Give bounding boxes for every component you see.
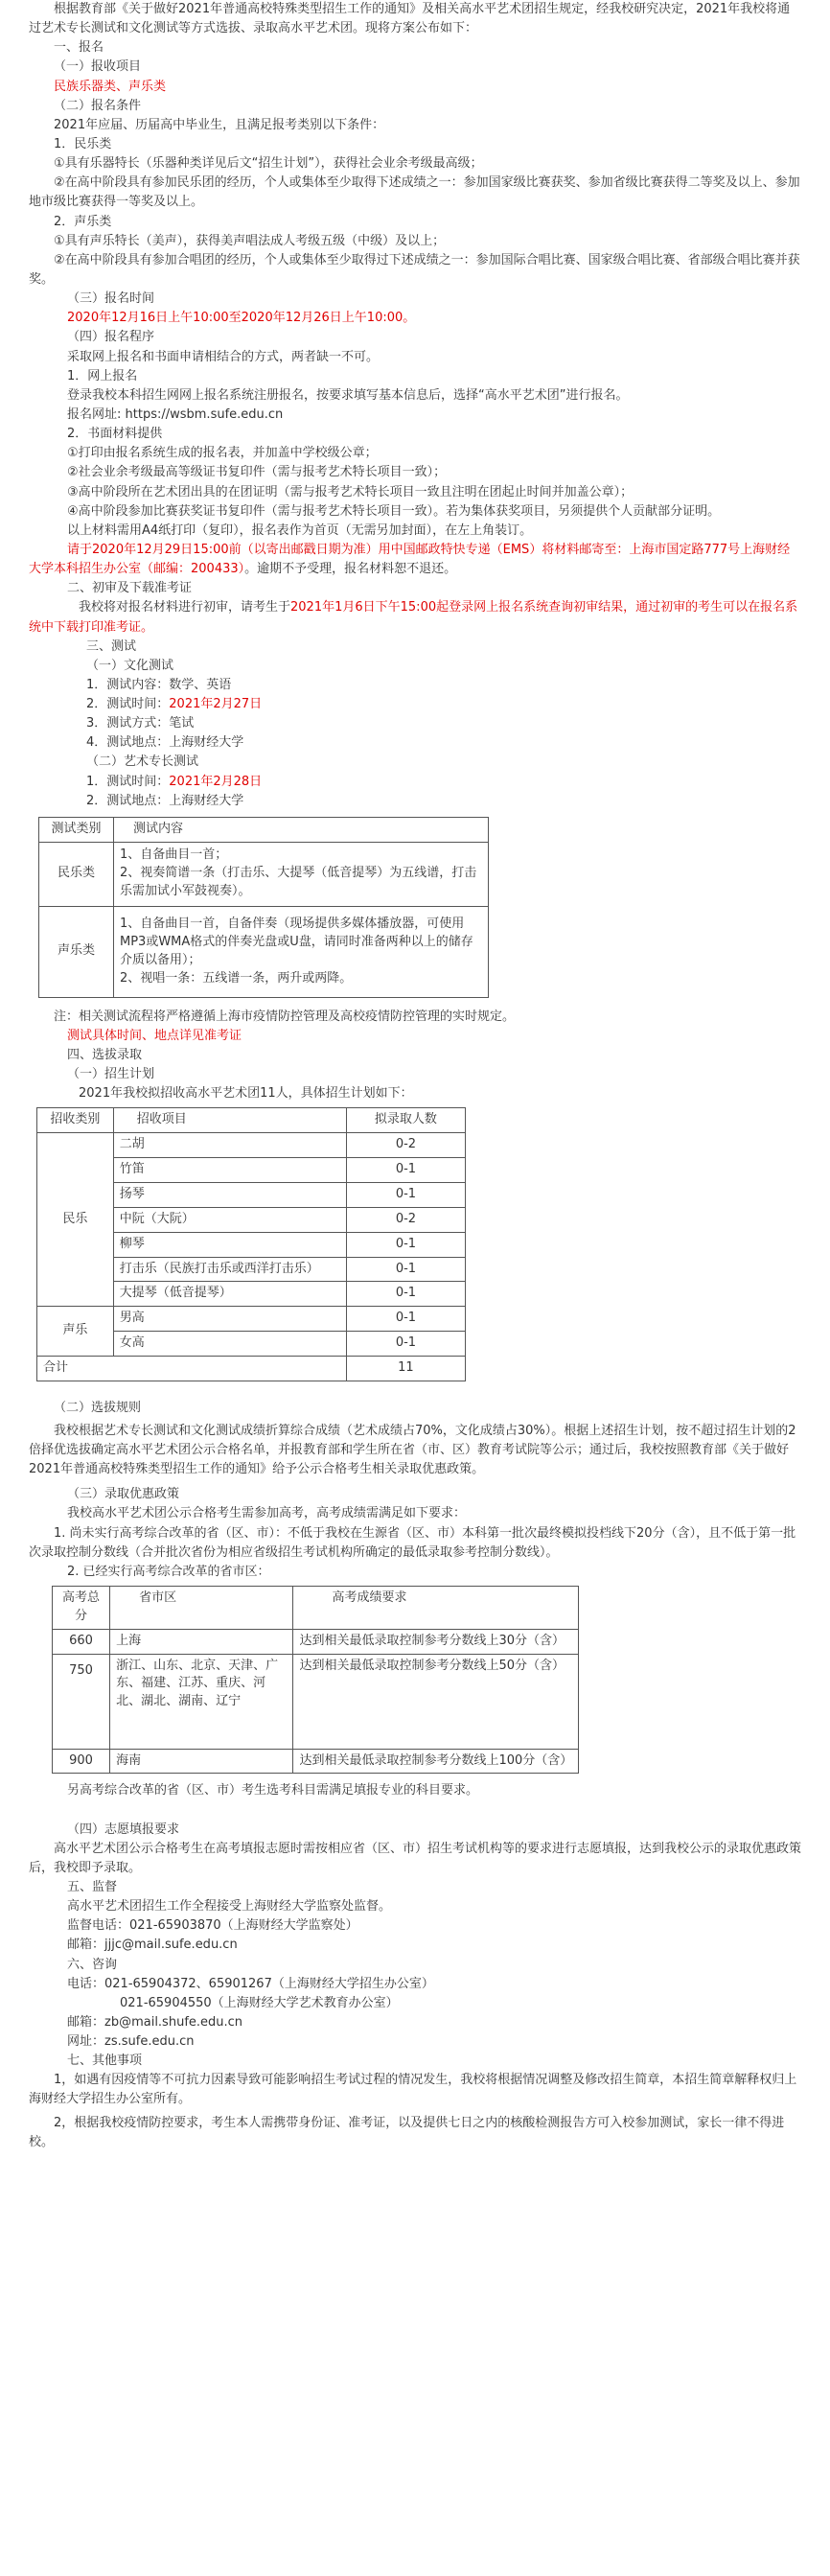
plan-item: 男高 bbox=[113, 1307, 346, 1332]
review-paragraph bbox=[29, 598, 801, 637]
subheading-policy: （三）录取优惠政策 bbox=[67, 1487, 180, 1502]
score-region: 上海 bbox=[110, 1629, 293, 1654]
plan-count: 0-1 bbox=[346, 1282, 465, 1307]
subheading-reg-time: （三）报名时间 bbox=[67, 291, 155, 307]
other-item-2: 2，根据我校疫情防控要求，考生本人需携带身份证、准考证，以及提供七日之内的核酸检测报告方可入校参加测试，家长一律不得进校。 bbox=[29, 2115, 785, 2149]
policy-intro: 我校高水平艺术团公示合格考生需参加高考，高考成绩需满足如下要求： bbox=[67, 1506, 467, 1521]
culture-content: 1．测试内容：数学、英语 bbox=[86, 677, 232, 692]
plan-count: 0-2 bbox=[346, 1207, 465, 1232]
test-note-red: 测试具体时间、地点详见准考证 bbox=[67, 1028, 242, 1043]
test-content-minyue bbox=[114, 842, 489, 906]
plan-total-label: 合计 bbox=[37, 1356, 347, 1381]
culture-time bbox=[29, 695, 801, 714]
review-text: 我校将对报名材料进行初审，请考生于 bbox=[79, 600, 291, 615]
shengyue-condition-1: ①具有声乐特长（美声），获得美声唱法成人考级五级（中级）及以上； bbox=[54, 233, 446, 248]
art-place: 2．测试地点：上海财经大学 bbox=[86, 793, 244, 808]
contact-phone-1: 电话：021-65904372、65901267（上海财经大学招生办公室） bbox=[67, 1976, 434, 1991]
table-header-cell: 高考成绩要求 bbox=[293, 1587, 579, 1630]
score-region: 浙江、山东、北京、天津、广东、福建、江苏、重庆、河北、湖北、湖南、辽宁 bbox=[110, 1654, 293, 1749]
table-header-cell: 招收类别 bbox=[37, 1108, 114, 1133]
policy-note: 另高考综合改革的省（区、市）考生选考科目需满足填报专业的科目要求。 bbox=[67, 1783, 479, 1799]
section-heading-review: 二、初审及下载准考证 bbox=[67, 581, 193, 596]
section-heading-other: 七、其他事项 bbox=[67, 2054, 143, 2069]
score-requirement: 达到相关最低录取控制参考分数线上30分（含） bbox=[293, 1629, 579, 1654]
plan-count: 0-1 bbox=[346, 1158, 465, 1183]
test-category-shengyue: 声乐类 bbox=[39, 906, 114, 997]
online-heading: 1．网上报名 bbox=[67, 368, 138, 383]
shengyue-heading: 2．声乐类 bbox=[54, 214, 112, 229]
mailing-address: 请于2020年12月29日15:00前（以寄出邮戳日期为准）用中国邮政特快专递（EMS）将材料邮寄至：上海市国定路777号上海财经大学本科招生办公室（邮编：200433） bbox=[29, 542, 791, 577]
online-url: 报名网址: https://wsbm.sufe.edu.cn bbox=[67, 406, 284, 422]
other-item-1: 1，如遇有因疫情等不可抗力因素导致可能影响招生考试过程的情况发生，我校将根据情况调整及修改招生简章，本招生简章解释权归上海财经大学招生办公室所有。 bbox=[29, 2073, 797, 2107]
paper-item-1: ①打印由报名系统生成的报名表，并加盖中学校级公章； bbox=[67, 446, 378, 461]
test-category-minyue: 民乐类 bbox=[39, 842, 114, 906]
score-requirement-table bbox=[52, 1586, 579, 1774]
plan-total: 11 bbox=[346, 1356, 465, 1381]
volunteer-paragraph: 高水平艺术团公示合格考生在高考填报志愿时需按相应省（区、市）招生考试机构等的要求进行志愿填报，达到我校公示的录取优惠政策后，我校即予录取。 bbox=[29, 1841, 802, 1875]
plan-item: 大提琴（低音提琴） bbox=[113, 1282, 346, 1307]
plan-item: 扬琴 bbox=[113, 1182, 346, 1207]
table-header-cell: 测试内容 bbox=[114, 817, 489, 842]
test-content-line: 1、自备曲目一首； bbox=[120, 847, 228, 863]
rules-paragraph: 我校根据艺术专长测试和文化测试成绩折算综合成绩（艺术成绩占70%，文化成绩占30%）。根据上述招生计划，按不超过招生计划的2倍择优选拔确定高水平艺术团公示合格名单，并报教育部和学生所在省（市、区）教育考试院等公示；通过后，我校按照教育部《关于做好2021年普通高校特殊类型招生工作的通知》给予公示合格考生相关录取优惠政策。 bbox=[29, 1423, 796, 1477]
subheading-art-test: （二）艺术专长测试 bbox=[86, 754, 199, 770]
policy-item-1: 1. 尚未实行高考综合改革的省（区、市）：不低于我校在生源省（区、市）本科第一批次最终模拟投档线下20分（含），且不低于第一批次录取控制分数线（合并批次省份为相应省级招生考试机构所确定的最低录取参考控制分数线）。 bbox=[29, 1525, 796, 1560]
subheading-items: （一）报收项目 bbox=[54, 59, 142, 75]
plan-count: 0-1 bbox=[346, 1307, 465, 1332]
score-region: 海南 bbox=[110, 1749, 293, 1774]
test-content-line: 1、自备曲目一首，自备伴奏（现场提供多媒体播放器，可使用MP3或WMA格式的伴奏光盘或U盘，请同时准备两种以上的储存介质以备用）； bbox=[120, 917, 473, 967]
intro-paragraph: 根据教育部《关于做好2021年普通高校特殊类型招生工作的通知》及相关高水平艺术团招生规定，经我校研究决定，2021年我校将通过艺术专长测试和文化测试等方式选拔、录取高水平艺术团。现将方案公布如下： bbox=[29, 2, 791, 36]
plan-count: 0-1 bbox=[346, 1182, 465, 1207]
test-content-table bbox=[38, 817, 489, 998]
procedure-intro: 采取网上报名和书面申请相结合的方式，两者缺一不可。 bbox=[67, 349, 380, 364]
subheading-conditions: （二）报名条件 bbox=[54, 98, 142, 113]
plan-count: 0-1 bbox=[346, 1232, 465, 1257]
plan-category-minyue: 民乐 bbox=[37, 1133, 114, 1307]
test-content-line: 2、视奏简谱一条（打击乐、大提琴（低音提琴）为五线谱，打击乐需加试小军鼓视奏）。 bbox=[120, 866, 477, 899]
section-heading-registration: 一、报名 bbox=[54, 40, 104, 56]
subheading-procedure: （四）报名程序 bbox=[67, 330, 155, 345]
test-content-shengyue bbox=[114, 906, 489, 997]
score-requirement: 达到相关最低录取控制参考分数线上50分（含） bbox=[293, 1654, 579, 1749]
paper-binding-note: 以上材料需用A4纸打印（复印），报名表作为首页（无需另加封面），在左上角装订。 bbox=[67, 522, 533, 538]
table-row bbox=[53, 1629, 579, 1654]
policy-item-2: 2. 已经实行高考综合改革的省市区： bbox=[67, 1564, 270, 1579]
plan-item: 女高 bbox=[113, 1332, 346, 1357]
mailing-deadline-note: 。逾期不予受理，报名材料恕不退还。 bbox=[244, 562, 457, 577]
table-header-cell: 招收项目 bbox=[113, 1108, 346, 1133]
supervision-line-1: 高水平艺术团招生工作全程接受上海财经大学监察处监督。 bbox=[67, 1899, 392, 1915]
plan-item: 柳琴 bbox=[113, 1232, 346, 1257]
culture-time-label: 2．测试时间： bbox=[86, 697, 170, 712]
culture-place: 4．测试地点：上海财经大学 bbox=[86, 735, 244, 751]
supervision-phone: 监督电话：021-65903870（上海财经大学监察处） bbox=[67, 1918, 358, 1934]
plan-item: 二胡 bbox=[113, 1133, 346, 1158]
mailing-instructions bbox=[29, 541, 801, 579]
table-row bbox=[39, 906, 489, 997]
score-total: 750 bbox=[53, 1654, 110, 1749]
subheading-plan: （一）招生计划 bbox=[67, 1067, 155, 1082]
plan-item: 打击乐（民族打击乐或西洋打击乐） bbox=[113, 1257, 346, 1282]
plan-category-shengyue: 声乐 bbox=[37, 1307, 114, 1357]
plan-count: 0-2 bbox=[346, 1133, 465, 1158]
table-row bbox=[53, 1654, 579, 1749]
reg-time: 2020年12月16日上午10:00至2020年12月26日上午10:00。 bbox=[67, 311, 416, 326]
minyue-heading: 1．民乐类 bbox=[54, 136, 112, 151]
culture-time-value: 2021年2月27日 bbox=[169, 697, 263, 712]
plan-intro: 2021年我校拟招收高水平艺术团11人，具体招生计划如下： bbox=[79, 1086, 413, 1102]
section-heading-admission: 四、选拔录取 bbox=[67, 1048, 143, 1063]
table-row bbox=[39, 817, 489, 842]
test-content-line: 2、视唱一条：五线谱一条，两升或两降。 bbox=[120, 970, 353, 986]
review-date: 2021年1月6日下午15:00起登录网上报名系统查询初审结果，通过初审的考生可以在报名系统中下载打印准考证。 bbox=[29, 600, 798, 635]
table-row bbox=[53, 1587, 579, 1630]
table-row bbox=[37, 1307, 466, 1332]
paper-item-2: ②社会业余考级最高等级证书复印件（需与报考艺术特长项目一致）； bbox=[67, 465, 447, 480]
section-heading-supervision: 五、监督 bbox=[67, 1879, 118, 1894]
conditions-intro: 2021年应届、历届高中毕业生，且满足报考类别以下条件： bbox=[54, 117, 385, 132]
table-header-cell: 省市区 bbox=[110, 1587, 293, 1630]
minyue-condition-2: ②在高中阶段具有参加民乐团的经历，个人或集体至少取得下述成绩之一：参加国家级比赛获奖、参加省级比赛获得二等奖及以上、参加地市级比赛获得一等奖及以上。 bbox=[29, 175, 800, 210]
shengyue-condition-2: ②在高中阶段具有参加合唱团的经历，个人或集体至少取得过下述成绩之一：参加国际合唱比赛、国家级合唱比赛、省部级合唱比赛并获奖。 bbox=[29, 252, 800, 287]
table-row bbox=[37, 1133, 466, 1158]
art-time bbox=[29, 773, 801, 792]
paper-item-3: ③高中阶段所在艺术团出具的在团证明（需与报考艺术特长项目一致且注明在团起止时间并加盖公章）； bbox=[67, 484, 634, 499]
plan-count: 0-1 bbox=[346, 1332, 465, 1357]
contact-email: 邮箱：zb@mail.shufe.edu.cn bbox=[67, 2014, 243, 2030]
subheading-rules: （二）选拔规则 bbox=[54, 1400, 142, 1415]
art-time-value: 2021年2月28日 bbox=[169, 774, 263, 789]
score-total: 900 bbox=[53, 1749, 110, 1774]
minyue-condition-1: ①具有乐器特长（乐器种类详见后文“招生计划”），获得社会业余考级最高级； bbox=[54, 156, 483, 172]
plan-item: 竹笛 bbox=[113, 1158, 346, 1183]
online-step: 登录我校本科招生网网上报名系统注册报名，按要求填写基本信息后，选择“高水平艺术团”进行报名。 bbox=[67, 387, 629, 403]
paper-heading: 2．书面材料提供 bbox=[67, 427, 163, 442]
table-row bbox=[53, 1749, 579, 1774]
table-header-cell: 高考总分 bbox=[53, 1587, 110, 1630]
paper-item-4: ④高中阶段参加比赛获奖证书复印件（需与报考艺术特长项目一致）。若为集体获奖项目，另须提供个人贡献部分证明。 bbox=[67, 503, 721, 519]
table-header-cell: 拟录取人数 bbox=[346, 1108, 465, 1133]
table-row bbox=[37, 1108, 466, 1133]
contact-phone-2: 021-65904550（上海财经大学艺术教育办公室） bbox=[120, 1995, 399, 2010]
culture-method: 3．测试方式：笔试 bbox=[86, 716, 195, 731]
art-time-label: 1．测试时间： bbox=[86, 774, 170, 789]
subheading-volunteer: （四）志愿填报要求 bbox=[67, 1822, 180, 1837]
recruit-items: 民族乐器类、声乐类 bbox=[54, 79, 167, 94]
subheading-culture-test: （一）文化测试 bbox=[86, 658, 174, 673]
score-total: 660 bbox=[53, 1629, 110, 1654]
table-header-cell: 测试类别 bbox=[39, 817, 114, 842]
plan-item: 中阮（大阮） bbox=[113, 1207, 346, 1232]
admission-plan-table bbox=[36, 1107, 466, 1381]
score-requirement: 达到相关最低录取控制参考分数线上100分（含） bbox=[293, 1749, 579, 1774]
table-row bbox=[39, 842, 489, 906]
table-row bbox=[37, 1356, 466, 1381]
contact-website: 网址：zs.sufe.edu.cn bbox=[67, 2034, 195, 2050]
section-heading-test: 三、测试 bbox=[86, 638, 137, 654]
section-heading-contact: 六、咨询 bbox=[67, 1957, 118, 1972]
plan-count: 0-1 bbox=[346, 1257, 465, 1282]
supervision-email: 邮箱：jjjc@mail.sufe.edu.cn bbox=[67, 1938, 238, 1953]
test-note: 注：相关测试流程将严格遵循上海市疫情防控管理及高校疫情防控管理的实时规定。 bbox=[54, 1009, 516, 1024]
